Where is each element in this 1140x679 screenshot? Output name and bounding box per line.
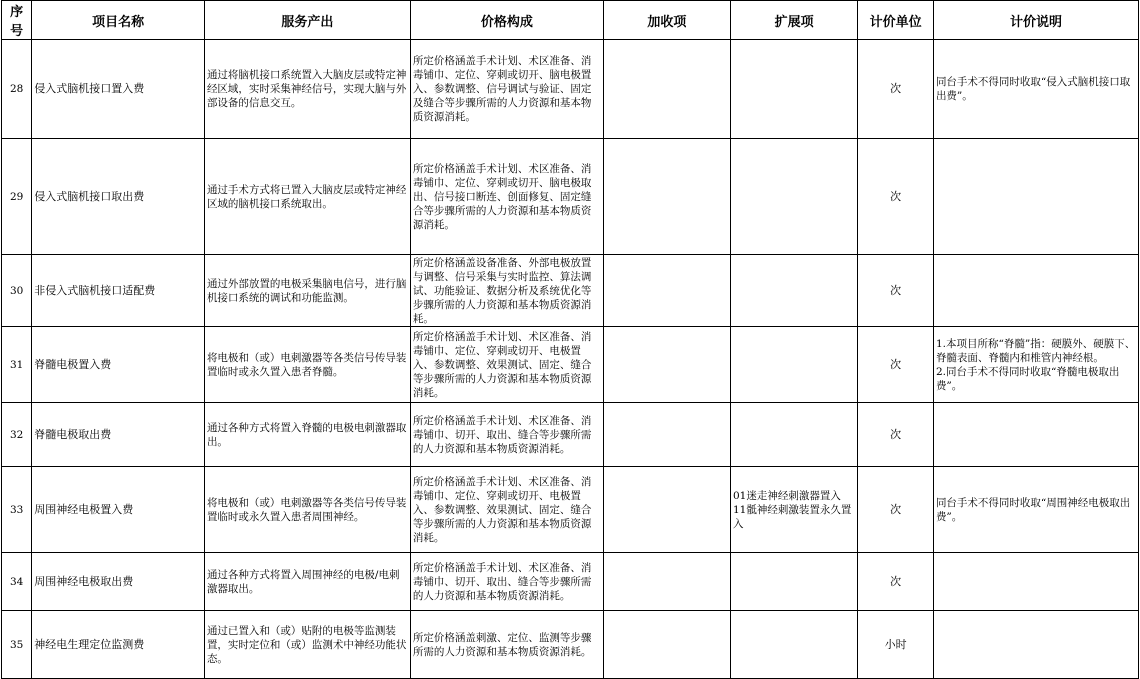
row-pricing-unit: 次 [858, 553, 934, 611]
row-pricing-unit: 次 [858, 467, 934, 553]
row-pricing-note [933, 553, 1138, 611]
row-service-output: 通过将脑机接口系统置入大脑皮层或特定神经区域，实时采集神经信号，实现大脑与外部设备的信息交互。 [204, 40, 410, 139]
pricing-table [1, 0, 1139, 679]
row-pricing-note: 1.本项目所称“脊髓”指：硬膜外、硬膜下、脊髓表面、脊髓内和椎管内神经根。 2.同台手术不得同时收取“脊髓电极取出费”。 [933, 327, 1138, 403]
row-service-output: 将电极和（或）电刺激器等各类信号传导装置临时或永久置入患者周围神经。 [204, 467, 410, 553]
row-extension [731, 611, 858, 679]
row-surcharge [603, 40, 730, 139]
row-pricing-note [933, 255, 1138, 327]
row-extension [731, 553, 858, 611]
row-price-composition: 所定价格涵盖手术计划、术区准备、消毒铺巾、定位、穿刺或切开、脑电极取出、信号接口断连、创面修复、固定缝合等步骤所需的人力资源和基本物质资源消耗。 [410, 139, 603, 255]
header-row [2, 1, 1139, 40]
row-pricing-unit: 次 [858, 139, 934, 255]
row-seq: 30 [2, 255, 32, 327]
row-item-name: 脊髓电极取出费 [32, 403, 205, 467]
row-item-name: 侵入式脑机接口取出费 [32, 139, 205, 255]
row-extension [731, 139, 858, 255]
row-extension [731, 327, 858, 403]
table-row [2, 467, 1139, 553]
row-pricing-note [933, 139, 1138, 255]
header-service-output: 服务产出 [204, 1, 410, 40]
row-extension [731, 40, 858, 139]
row-surcharge [603, 327, 730, 403]
row-seq: 33 [2, 467, 32, 553]
row-pricing-unit: 次 [858, 403, 934, 467]
row-seq: 29 [2, 139, 32, 255]
table-row [2, 611, 1139, 679]
header-pricing-note: 计价说明 [933, 1, 1138, 40]
header-extension: 扩展项 [731, 1, 858, 40]
row-seq: 31 [2, 327, 32, 403]
row-surcharge [603, 467, 730, 553]
row-price-composition: 所定价格涵盖设备准备、外部电极放置与调整、信号采集与实时监控、算法调试、功能验证、数据分析及系统优化等步骤所需的人力资源和基本物质资源消耗。 [410, 255, 603, 327]
header-surcharge: 加收项 [603, 1, 730, 40]
row-pricing-unit: 次 [858, 327, 934, 403]
row-pricing-note: 同台手术不得同时收取“周围神经电极取出费”。 [933, 467, 1138, 553]
row-seq: 32 [2, 403, 32, 467]
table-row [2, 403, 1139, 467]
row-seq: 28 [2, 40, 32, 139]
row-extension: 01迷走神经刺激器置入 11骶神经刺激装置永久置入 [731, 467, 858, 553]
row-extension [731, 255, 858, 327]
row-seq: 35 [2, 611, 32, 679]
row-pricing-unit: 次 [858, 40, 934, 139]
row-item-name: 侵入式脑机接口置入费 [32, 40, 205, 139]
table-row [2, 139, 1139, 255]
row-service-output: 通过已置入和（或）贴附的电极等监测装置，实时定位和（或）监测术中神经功能状态。 [204, 611, 410, 679]
row-item-name: 周围神经电极置入费 [32, 467, 205, 553]
row-price-composition: 所定价格涵盖刺激、定位、监测等步骤所需的人力资源和基本物质资源消耗。 [410, 611, 603, 679]
row-surcharge [603, 403, 730, 467]
row-surcharge [603, 139, 730, 255]
row-item-name: 周围神经电极取出费 [32, 553, 205, 611]
row-item-name: 非侵入式脑机接口适配费 [32, 255, 205, 327]
row-pricing-note: 同台手术不得同时收取“侵入式脑机接口取出费”。 [933, 40, 1138, 139]
row-service-output: 通过各种方式将置入周围神经的电极/电刺激器取出。 [204, 553, 410, 611]
row-pricing-note [933, 403, 1138, 467]
table-row [2, 327, 1139, 403]
row-service-output: 将电极和（或）电刺激器等各类信号传导装置临时或永久置入患者脊髓。 [204, 327, 410, 403]
row-item-name: 神经电生理定位监测费 [32, 611, 205, 679]
table-row [2, 40, 1139, 139]
row-price-composition: 所定价格涵盖手术计划、术区准备、消毒铺巾、切开、取出、缝合等步骤所需的人力资源和基本物质资源消耗。 [410, 403, 603, 467]
row-price-composition: 所定价格涵盖手术计划、术区准备、消毒铺巾、切开、取出、缝合等步骤所需的人力资源和基本物质资源消耗。 [410, 553, 603, 611]
header-item-name: 项目名称 [32, 1, 205, 40]
row-item-name: 脊髓电极置入费 [32, 327, 205, 403]
row-price-composition: 所定价格涵盖手术计划、术区准备、消毒铺巾、定位、穿刺或切开、脑电极置入、参数调整、信号调试与验证、固定及缝合等步骤所需的人力资源和基本物质资源消耗。 [410, 40, 603, 139]
row-service-output: 通过外部放置的电极采集脑电信号，进行脑机接口系统的调试和功能监测。 [204, 255, 410, 327]
table-row [2, 553, 1139, 611]
header-seq: 序号 [2, 1, 32, 40]
row-pricing-unit: 次 [858, 255, 934, 327]
header-price-composition: 价格构成 [410, 1, 603, 40]
row-surcharge [603, 611, 730, 679]
row-price-composition: 所定价格涵盖手术计划、术区准备、消毒铺巾、定位、穿刺或切开、电极置入、参数调整、效果测试、固定、缝合等步骤所需的人力资源和基本物质资源消耗。 [410, 327, 603, 403]
row-service-output: 通过手术方式将已置入大脑皮层或特定神经区域的脑机接口系统取出。 [204, 139, 410, 255]
row-seq: 34 [2, 553, 32, 611]
table-row [2, 255, 1139, 327]
row-service-output: 通过各种方式将置入脊髓的电极电刺激器取出。 [204, 403, 410, 467]
row-price-composition: 所定价格涵盖手术计划、术区准备、消毒铺巾、定位、穿刺或切开、电极置入、参数调整、效果测试、固定、缝合等步骤所需的人力资源和基本物质资源消耗。 [410, 467, 603, 553]
row-pricing-note [933, 611, 1138, 679]
row-surcharge [603, 553, 730, 611]
header-pricing-unit: 计价单位 [858, 1, 934, 40]
row-extension [731, 403, 858, 467]
row-surcharge [603, 255, 730, 327]
row-pricing-unit: 小时 [858, 611, 934, 679]
